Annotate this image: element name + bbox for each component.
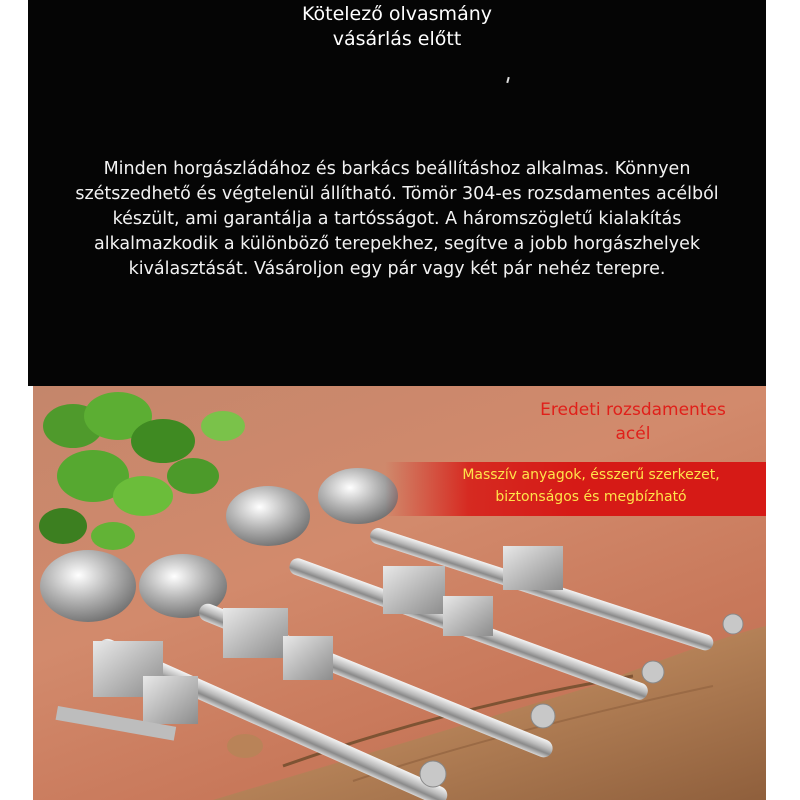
page-title [28, 2, 766, 52]
product-description [38, 157, 756, 282]
product-illustration [33, 386, 766, 800]
leaf-plant-icon [39, 392, 245, 550]
description-line-4: alkalmazkodik a különböző terepekhez, segítve a jobb horgászhelyek [94, 234, 700, 254]
decorative-speck [506, 77, 509, 83]
photo-headline [513, 398, 753, 446]
title-line-1: Kötelező olvasmány [301, 3, 492, 25]
banner-line-2: biztonságos és megbízható [495, 489, 687, 505]
info-panel [28, 0, 766, 386]
product-photo [33, 386, 766, 800]
banner-text [421, 464, 761, 508]
description-line-2: szétszedhető és végtelenül állítható. Tömör 304-es rozsdamentes acélból [75, 184, 719, 204]
headline-line-1: Eredeti rozsdamentes [540, 400, 726, 420]
title-line-2: vásárlás előtt [332, 28, 462, 50]
headline-line-2: acél [615, 424, 651, 444]
feature-banner [385, 462, 766, 516]
description-line-3: készült, ami garantálja a tartósságot. A háromszögletű kialakítás [112, 209, 682, 229]
description-line-1: Minden horgászládához és barkács beállításhoz alkalmas. Könnyen [103, 159, 691, 179]
description-line-5: kiválasztását. Vásároljon egy pár vagy két pár nehéz terepre. [128, 259, 666, 279]
banner-line-1: Masszív anyagok, ésszerű szerkezet, [462, 467, 720, 483]
